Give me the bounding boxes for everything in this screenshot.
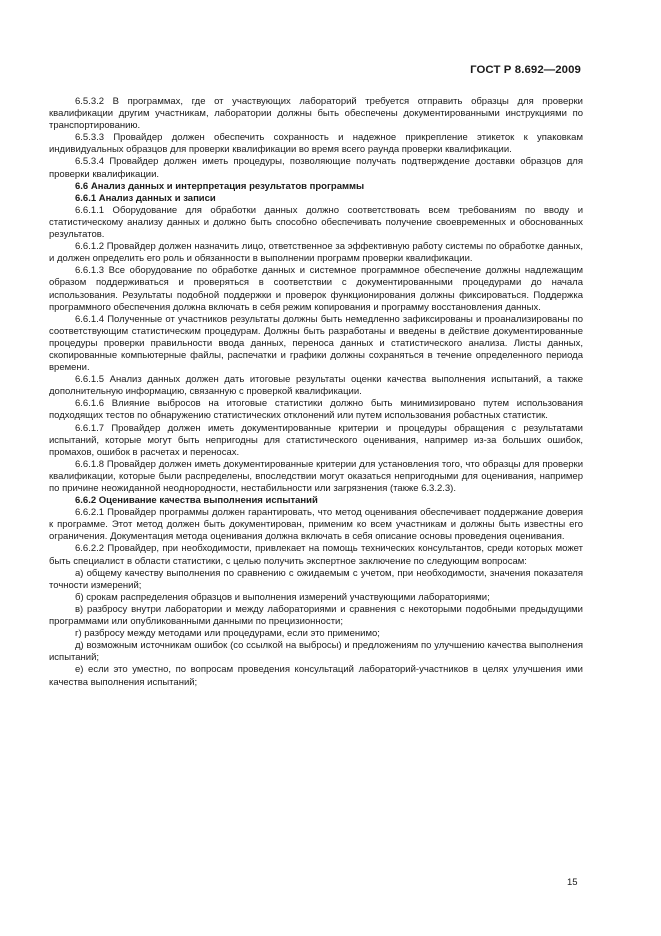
paragraph-6-5-3-2: 6.5.3.2 В программах, где от участвующих лабораторий требуется отправить образцы для проверки квалификации другим участникам, лаборатории должны быть обеспечены документированными инструкциями по транспортированию. <box>49 96 583 132</box>
paragraph-6-6-2-1: 6.6.2.1 Провайдер программы должен гарантировать, что метод оценивания обеспечивает поддержание доверия к программе. Этот метод должен быть документирован, применим ко всем участникам и должны быть известны его ограничения. Документация метода оценивания должна включать в себя описание основы проведения оценивания. <box>49 507 583 543</box>
subsection-heading-6-6-2: 6.6.2 Оценивание качества выполнения испытаний <box>75 495 318 507</box>
paragraph-6-6-1-3: 6.6.1.3 Все оборудование по обработке данных и системное программное обеспечение должны надлежащим образом поддерживаться и проверяться в соответствии с документированными процедурами до начала использования. Результаты подобной поддержки и проверок функционирования должны фиксироваться. Поддержка программного обеспечения должна включать в себя режим копирования и программу восстановления данных. <box>49 265 583 313</box>
page-number: 15 <box>567 877 578 888</box>
standard-number: ГОСТ Р 8.692—2009 <box>470 64 581 76</box>
paragraph-6-6-1-7: 6.6.1.7 Провайдер должен иметь документированные критерии и процедуры обращения с результатами испытаний, которые могут быть непригодны для статистического оценивания, например из-за больших ошибок, промахов, ошибок в расчетах и переносах. <box>49 422 583 458</box>
paragraph-6-6-2-2: 6.6.2.2 Провайдер, при необходимости, привлекает на помощь технических консультантов, среди которых может быть специалист в области статистики, с целью получить экспертное заключение по следующим вопросам: <box>49 543 583 567</box>
paragraph-6-5-3-3: 6.5.3.3 Провайдер должен обеспечить сохранность и надежное прикрепление этикеток к упаковкам индивидуальных образцов для проверки квалификации во время всего раунда проверки квалификации. <box>49 132 583 156</box>
paragraph-6-6-1-1: 6.6.1.1 Оборудование для обработки данных должно соответствовать всем требованиям по вводу и статистическому анализу данных и должно быть способно обеспечивать получение своевременных и обоснованных результатов. <box>49 204 583 241</box>
list-item-b: б) срокам распределения образцов и выполнения измерений участвующими лабораториями; <box>75 591 490 603</box>
list-item-a: а) общему качеству выполнения по сравнению с ожидаемым с учетом, при необходимости, значения показателя точности измерений; <box>49 567 583 591</box>
paragraph-6-5-3-4: 6.5.3.4 Провайдер должен иметь процедуры, позволяющие получать подтверждение доставки образцов для проверки квалификации. <box>49 156 583 180</box>
paragraph-6-6-1-2: 6.6.1.2 Провайдер должен назначить лицо, ответственное за эффективную работу системы по обработке данных, и должен определить его роль и обязанности в выполнении программ проверки квалификации. <box>49 241 583 265</box>
list-item-d: д) возможным источникам ошибок (со ссылкой на выбросы) и предложениям по улучшению качества выполнения испытаний; <box>49 640 583 664</box>
subsection-heading-6-6-1: 6.6.1 Анализ данных и записи <box>75 192 216 204</box>
paragraph-6-6-1-8: 6.6.1.8 Провайдер должен иметь документированные критерии для установления того, что образцы для проверки квалификации, которые были распределены, впоследствии могут оказаться непригодными для оценивания, например по причине неожиданной неоднородности, нестабильности или загрязнения (также 6.3.2.3). <box>49 458 583 494</box>
list-item-g: г) разбросу между методами или процедурами, если это применимо; <box>75 628 380 640</box>
list-item-e: е) если это уместно, по вопросам проведения консультаций лабораторий-участников в целях улучшения ими качества выполнения испытаний; <box>49 664 583 688</box>
section-heading-6-6: 6.6 Анализ данных и интерпретация результатов программы <box>75 180 365 192</box>
paragraph-6-6-1-4: 6.6.1.4 Полученные от участников результаты должны быть немедленно зафиксированы и проанализированы по соответствующим статистическим процедурам. Должны быть разработаны и введены в действие документированные процедуры проверки правильности ввода данных, переноса данных и статистического анализа. Листы данных, скопированные компьютерные файлы, распечатки и графики должны сохраняться в течение определенного периода времени. <box>49 313 583 374</box>
list-item-v: в) разбросу внутри лаборатории и между лабораториями и сравнения с некоторыми подобными предыдущими программами или опубликованными данными по прецизионности; <box>49 603 583 628</box>
document-body <box>49 96 583 689</box>
paragraph-6-6-1-6: 6.6.1.6 Влияние выбросов на итоговые статистики должно быть минимизировано путем использования подходящих тестов по обнаружению статистических отклонений или путем использования робастных статистик. <box>49 398 583 422</box>
paragraph-6-6-1-5: 6.6.1.5 Анализ данных должен дать итоговые результаты оценки качества выполнения испытаний, а также дополнительную информацию, связанную с проверкой квалификации. <box>49 374 583 398</box>
